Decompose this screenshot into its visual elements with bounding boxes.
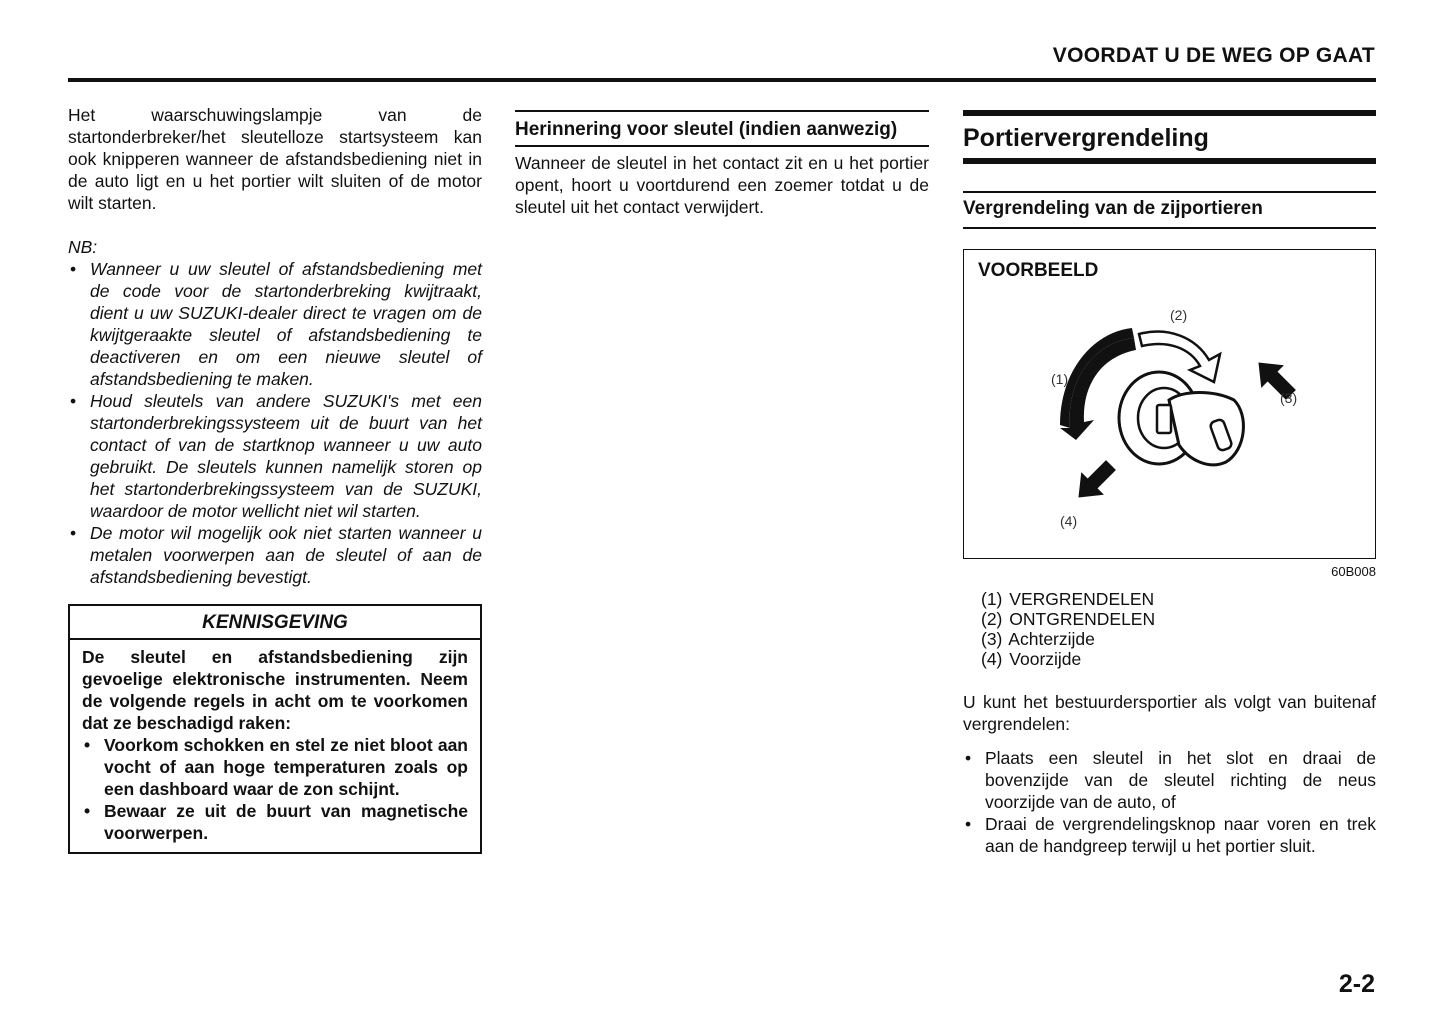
subsection-rule-bottom xyxy=(963,227,1376,229)
figure-box xyxy=(963,249,1376,559)
page-number: 2-2 xyxy=(1338,970,1375,998)
notice-body xyxy=(70,640,480,852)
nb-item: • Wanneer u uw sleutel of afstandsbediening met de code voor de startonderbreking kwijtraakt, dient u uw SUZUKI-dealer direct te vragen om de kwijtgeraakte sleutel of afstandsbediening te deactiveren en om een nieuwe sleutel of afstandsbediening te maken. xyxy=(68,258,482,390)
notice-text: De sleutel en afstandsbediening zijn gevoelige elektronische instrumenten. Neem de volgende regels in acht om te voorkomen dat ze beschadigd raken: xyxy=(82,647,468,733)
section-rule-bottom xyxy=(515,145,929,147)
column-left xyxy=(68,104,482,854)
callout-2: (2) xyxy=(1170,307,1188,323)
locking-step: • Draai de vergrendelingsknop naar voren en trek aan de handgreep terwijl u het portier sluit. xyxy=(963,813,1376,857)
locking-steps xyxy=(963,747,1376,857)
callout-1: (1) xyxy=(1051,371,1069,387)
chapter-heading: Portiervergrendeling xyxy=(963,124,1209,152)
subsection-heading: Vergrendeling van de zijportieren xyxy=(963,198,1263,219)
notice-box xyxy=(68,604,482,854)
callout-4: (4) xyxy=(1060,513,1078,529)
running-header: VOORDAT U DE WEG OP GAAT xyxy=(1052,44,1375,67)
lock-cylinder-illustration xyxy=(964,250,1374,557)
figure-legend xyxy=(981,589,1376,669)
figure-code: 60B008 xyxy=(1331,564,1376,579)
front-arrow-icon xyxy=(1067,454,1122,509)
column-right xyxy=(963,104,1376,857)
notice-title: KENNISGEVING xyxy=(70,606,480,640)
callout-3: (3) xyxy=(1280,390,1298,406)
notice-list xyxy=(82,734,468,844)
key-blade xyxy=(1157,405,1171,433)
column-middle xyxy=(515,104,929,218)
chapter-rule-bottom xyxy=(963,158,1376,164)
intro-paragraph: Het waarschuwingslampje van de startonderbreker/het sleutelloze startsysteem kan ook knipperen wanneer de afstandsbediening niet in de auto ligt en u het portier wilt sluiten of de motor wilt starten. xyxy=(68,105,482,213)
section-rule-top xyxy=(515,110,929,112)
figure-label: VOORBEELD xyxy=(978,260,1099,281)
nb-item: • De motor wil mogelijk ook niet starten wanneer u metalen voorwerpen aan de sleutel of aan de afstandsbediening bevestigt. xyxy=(68,522,482,588)
subsection-rule-top xyxy=(963,191,1376,193)
section-heading: Herinnering voor sleutel (indien aanwezig) xyxy=(515,119,898,140)
legend-item: (4) Voorzijde xyxy=(981,649,1082,669)
header-rule xyxy=(68,78,1376,82)
legend-item: (1) VERGRENDELEN xyxy=(981,589,1155,609)
locking-step: • Plaats een sleutel in het slot en draai de bovenzijde van de sleutel richting de neus voorzijde van de auto, of xyxy=(963,747,1376,813)
legend-item: (3) Achterzijde xyxy=(981,629,1095,649)
chapter-rule-top xyxy=(963,110,1376,116)
notice-item: • Bewaar ze uit de buurt van magnetische voorwerpen. xyxy=(82,800,468,844)
nb-item: • Houd sleutels van andere SUZUKI's met een startonderbrekingssysteem uit de buurt van het contact of van de startknop wanneer u uw auto gebruikt. De sleutels kunnen namelijk storen op het startonderbrekingssysteem van de SUZUKI, waardoor de motor wellicht niet wil starten. xyxy=(68,390,482,522)
notice-item: • Voorkom schokken en stel ze niet bloot aan vocht of aan hoge temperaturen zoals op een dashboard waar de zon schijnt. xyxy=(82,734,468,800)
nb-title: NB: xyxy=(68,237,98,257)
section-text: Wanneer de sleutel in het contact zit en u het portier opent, hoort u voortdurend een zoemer totdat u de sleutel uit het contact verwijdert. xyxy=(515,153,929,217)
nb-list xyxy=(68,258,482,588)
locking-intro: U kunt het bestuurdersportier als volgt van buitenaf vergrendelen: xyxy=(963,692,1376,734)
legend-item: (2) ONTGRENDELEN xyxy=(981,609,1156,629)
